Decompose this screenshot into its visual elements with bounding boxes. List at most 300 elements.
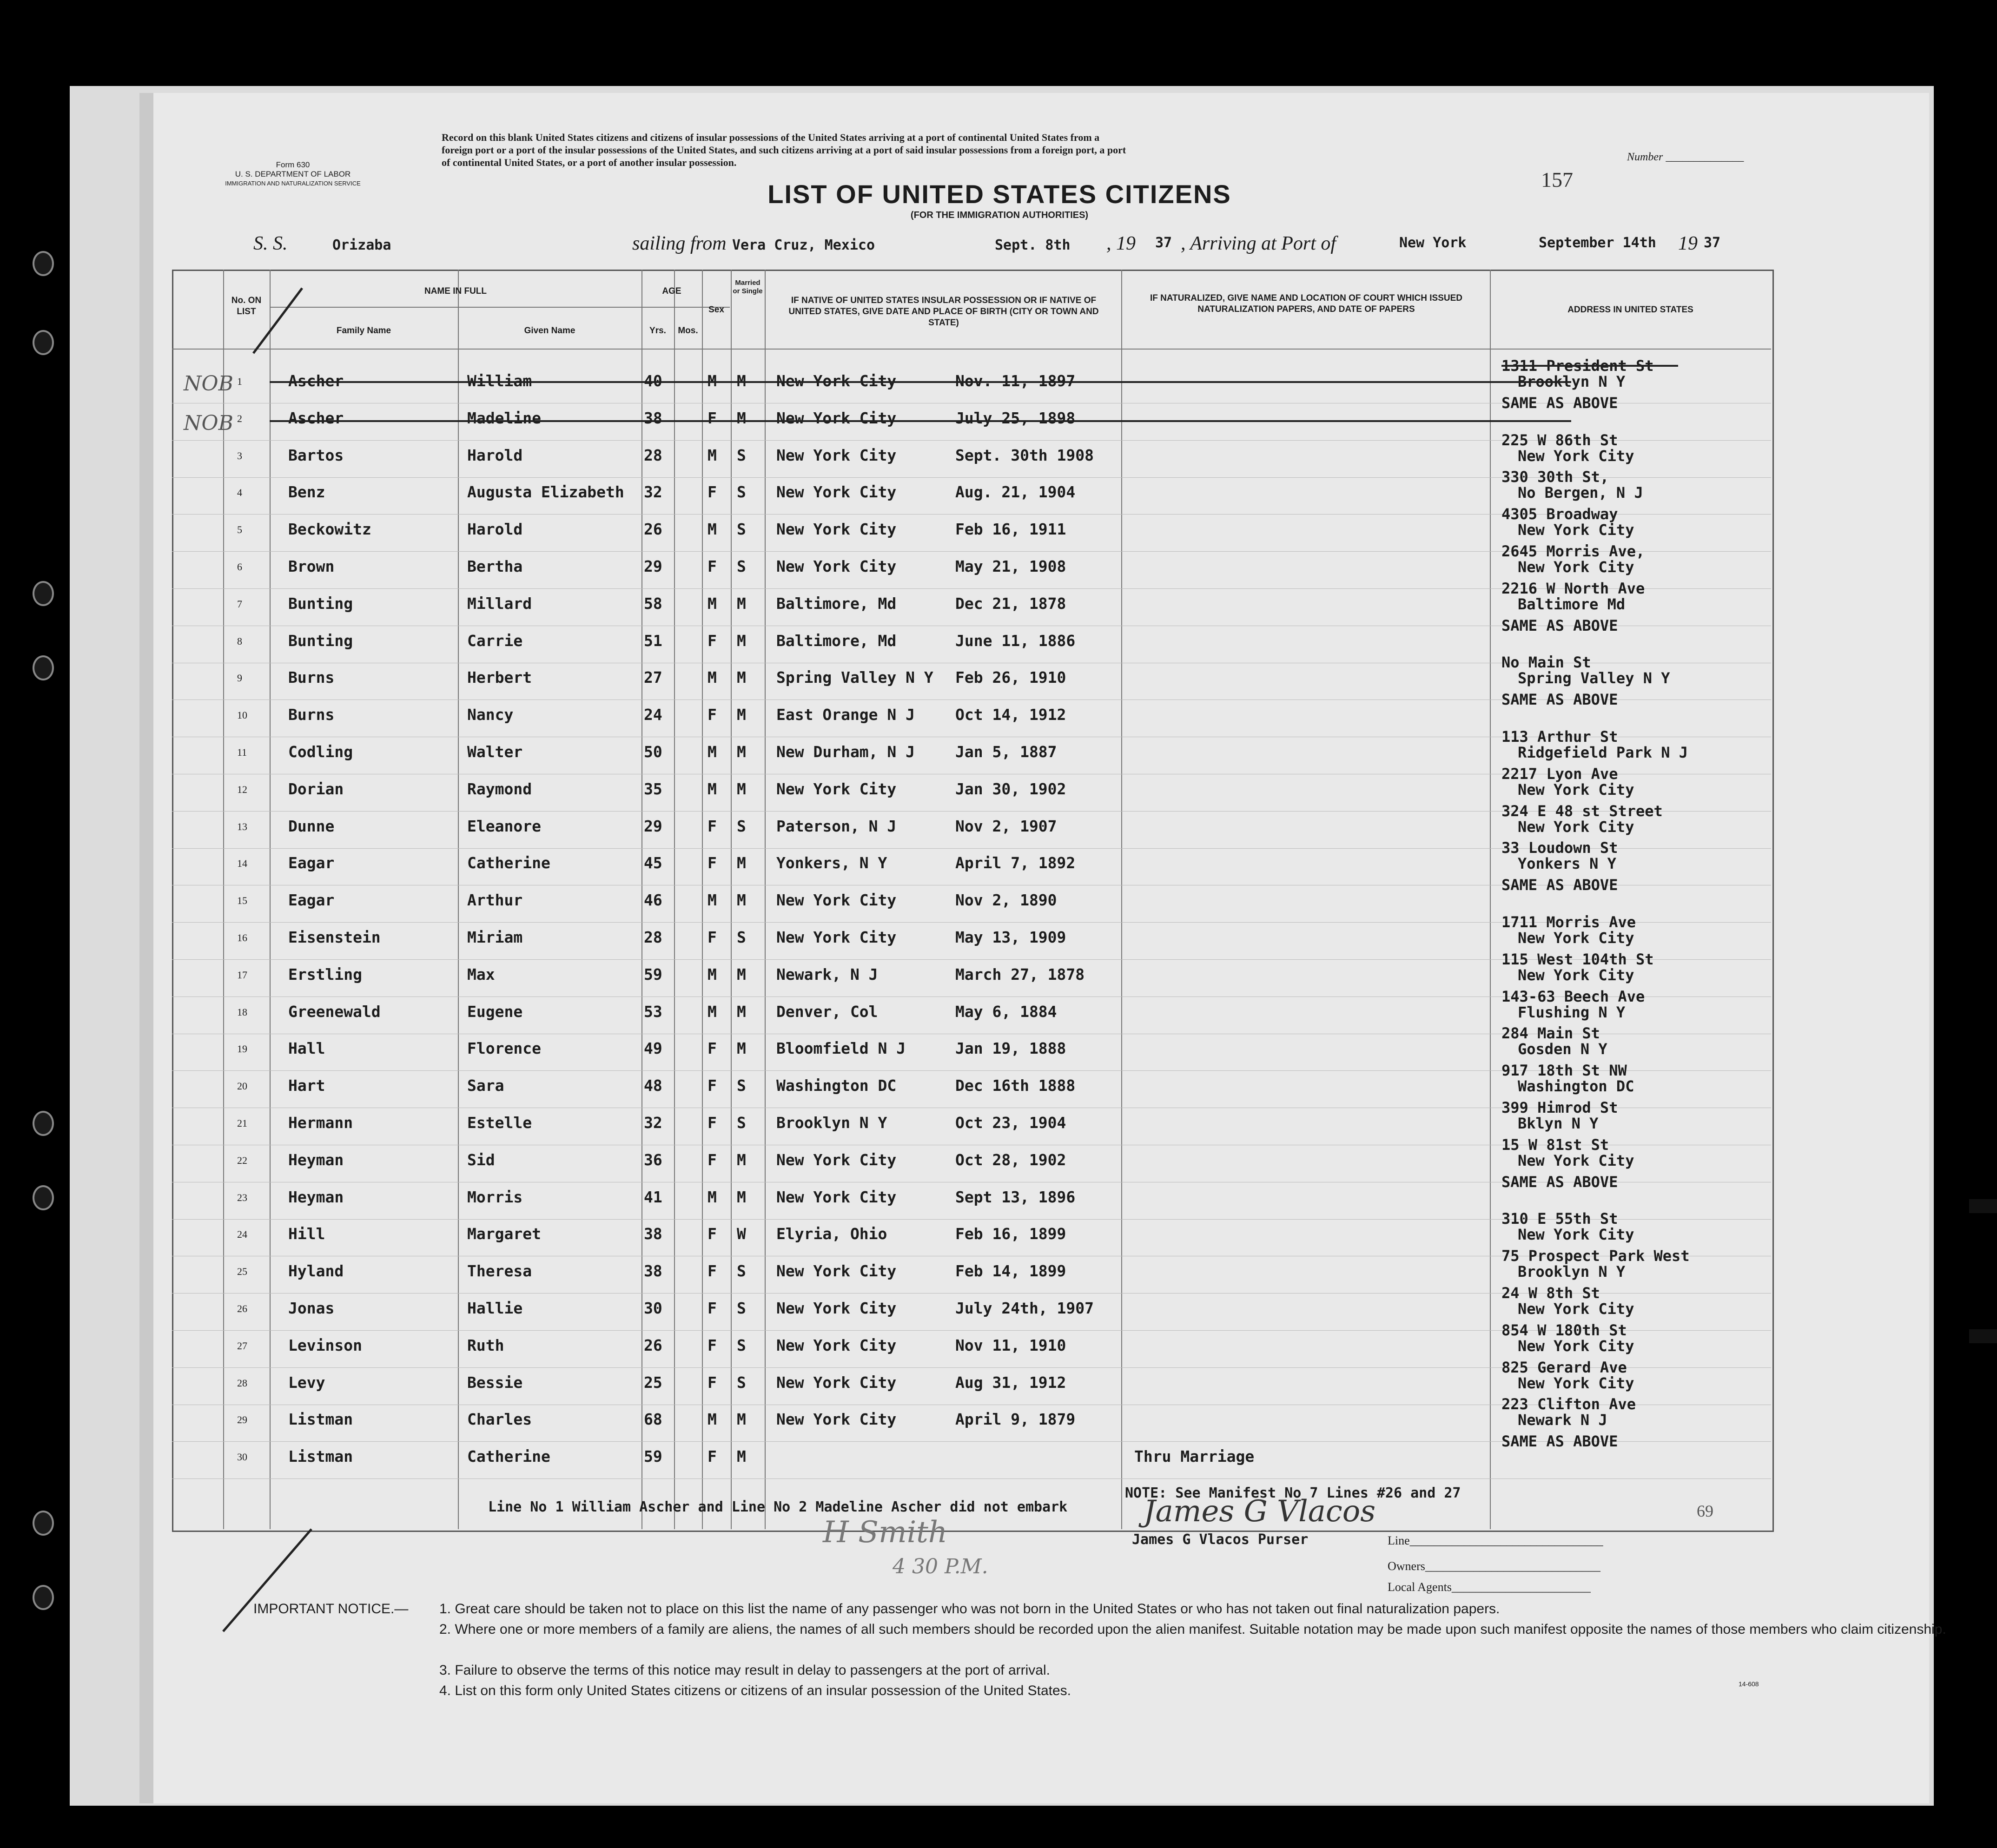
address-line-2: New York City: [1518, 1337, 1634, 1355]
age-years: 35: [644, 779, 662, 798]
row-number: 27: [237, 1340, 247, 1352]
marital-status: S: [737, 1373, 746, 1392]
birth-date: Oct 23, 1904: [955, 1114, 1066, 1132]
family-name: Levinson: [288, 1336, 362, 1354]
family-name: Erstling: [288, 965, 362, 983]
manifest-note: NOTE: See Manifest No 7 Lines #26 and 27: [1125, 1485, 1461, 1501]
birth-date: Dec 16th 1888: [955, 1076, 1076, 1095]
birth-place: New York City: [776, 1373, 897, 1392]
birth-date: Jan 19, 1888: [955, 1039, 1066, 1058]
given-name: Augusta Elizabeth: [467, 483, 624, 502]
margin-note: NOB: [184, 411, 233, 435]
birth-place: New York City: [776, 928, 897, 946]
address-line-1: 399 Himrod St: [1501, 1099, 1618, 1116]
ship-name: Orizaba: [332, 237, 391, 253]
address-line-1: 1311 President St: [1501, 357, 1654, 375]
marital-status: M: [737, 965, 746, 983]
given-name: Millard: [467, 594, 532, 613]
family-name: Ascher: [288, 372, 344, 390]
age-years: 28: [644, 928, 662, 946]
address-line-1: SAME AS ABOVE: [1501, 616, 1618, 634]
address-line-2: Yonkers N Y: [1518, 855, 1616, 873]
birth-place: Washington DC: [776, 1076, 897, 1095]
family-name: Jonas: [288, 1299, 335, 1317]
address-line-2: New York City: [1518, 818, 1634, 836]
family-name: Bunting: [288, 594, 353, 613]
row-number: 22: [237, 1154, 247, 1166]
given-name: Eugene: [467, 1002, 523, 1021]
birth-date: July 24th, 1907: [955, 1299, 1094, 1317]
sex: M: [708, 668, 717, 687]
address-line-1: 24 W 8th St: [1501, 1284, 1600, 1302]
purser-signature: James G Vlacos: [1144, 1494, 1376, 1529]
departure-date: Sept. 8th: [995, 237, 1071, 253]
sex: F: [708, 1114, 717, 1132]
birth-place: New York City: [776, 372, 897, 390]
row-number: 16: [237, 932, 247, 944]
address-line-1: SAME AS ABOVE: [1501, 1173, 1618, 1191]
age-years: 38: [644, 1225, 662, 1243]
inspector-initials: H Smith: [823, 1515, 948, 1550]
birth-date: Sept 13, 1896: [955, 1188, 1076, 1206]
marital-status: S: [737, 928, 746, 946]
sex: M: [708, 594, 717, 613]
address-line-2: Ridgefield Park N J: [1518, 744, 1688, 761]
row-number: 13: [237, 820, 247, 832]
family-name: Brown: [288, 557, 335, 575]
birth-place: Baltimore, Md: [776, 631, 897, 650]
sex: F: [708, 483, 717, 502]
age-years: 41: [644, 1188, 662, 1206]
birth-date: May 21, 1908: [955, 557, 1066, 575]
sex: M: [708, 743, 717, 761]
header-birth: IF NATIVE OF UNITED STATES INSULAR POSSESSION OR IF NATIVE OF UNITED STATES, GIVE DATE AND PLACE OF BIRTH (CITY OR TOWN AND STATE): [788, 296, 1099, 328]
address-line-1: 917 18th St NW: [1501, 1062, 1627, 1080]
row-number: 17: [237, 969, 247, 981]
row-number: 11: [237, 746, 247, 758]
form-label: Form 630 U. S. DEPARTMENT OF LABOR IMMIGRATION AND NATURALIZATION SERVICE: [225, 160, 361, 187]
sex: M: [708, 779, 717, 798]
age-years: 48: [644, 1076, 662, 1095]
birth-date: Feb 16, 1911: [955, 520, 1066, 539]
record-instructions: Record on this blank United States citizens and citizens of insular possessions of the United States arriving at a port of continental United States from a foreign port or a port of the insular possessions of the United States, and such citizens arriving at a port of said insular possessions from a foreign port, a port of continental United States, or a port of another insular possession.: [442, 132, 1126, 168]
address-line-1: SAME AS ABOVE: [1501, 691, 1618, 709]
row-number: 28: [237, 1377, 247, 1389]
sex: F: [708, 1150, 717, 1169]
birth-date: April 7, 1892: [955, 854, 1076, 872]
row-number: 18: [237, 1006, 247, 1018]
address-line-2: Bklyn N Y: [1518, 1115, 1599, 1132]
given-name: Catherine: [467, 1447, 550, 1466]
arrival-year-label: 19: [1678, 233, 1698, 254]
arrival-port: New York: [1399, 235, 1467, 251]
age-years: 49: [644, 1039, 662, 1058]
marital-status: M: [737, 1039, 746, 1058]
sex: M: [708, 446, 717, 464]
birth-place: New York City: [776, 409, 897, 427]
form-code: 14-608: [1739, 1680, 1759, 1688]
birth-date: Sept. 30th 1908: [955, 446, 1094, 464]
family-name: Heyman: [288, 1150, 344, 1169]
birth-date: Aug 31, 1912: [955, 1373, 1066, 1392]
age-years: 29: [644, 817, 662, 835]
age-years: 53: [644, 1002, 662, 1021]
sex: F: [708, 1076, 717, 1095]
family-name: Bunting: [288, 631, 353, 650]
given-name: Herbert: [467, 668, 532, 687]
given-name: Estelle: [467, 1114, 532, 1132]
family-name: Listman: [288, 1447, 353, 1466]
age-years: 59: [644, 1447, 662, 1466]
given-name: Raymond: [467, 779, 532, 798]
row-number: 7: [237, 598, 242, 610]
age-years: 32: [644, 483, 662, 502]
line-label: Line________________________________: [1388, 1534, 1603, 1547]
address-line-1: 2216 W North Ave: [1501, 579, 1645, 597]
sex: F: [708, 854, 717, 872]
given-name: Theresa: [467, 1262, 532, 1280]
row-number: 26: [237, 1303, 247, 1314]
inspector-time: 4 30 P.M.: [893, 1555, 988, 1578]
row-number: 30: [237, 1451, 247, 1463]
address-line-1: 854 W 180th St: [1501, 1321, 1627, 1339]
header-yrs: Yrs.: [649, 326, 666, 336]
address-line-2: New York City: [1518, 780, 1634, 799]
sex: F: [708, 1373, 717, 1392]
address-line-1: No Main St: [1501, 653, 1591, 672]
age-years: 40: [644, 372, 662, 390]
address-line-1: SAME AS ABOVE: [1501, 1432, 1618, 1451]
birth-place: Bloomfield N J: [776, 1039, 906, 1058]
address-line-2: Newark N J: [1518, 1411, 1607, 1429]
sex: F: [708, 1336, 717, 1354]
number-label: Number ______________: [1627, 151, 1744, 163]
sex: M: [708, 372, 717, 390]
sex: F: [708, 928, 717, 946]
page-number: 157: [1541, 168, 1573, 191]
birth-date: Oct 14, 1912: [955, 706, 1066, 724]
sex: F: [708, 1225, 717, 1243]
margin-note: NOB: [184, 372, 233, 396]
row-number: 20: [237, 1080, 247, 1092]
birth-date: May 13, 1909: [955, 928, 1066, 946]
marital-status: S: [737, 1076, 746, 1095]
birth-date: Nov 11, 1910: [955, 1336, 1066, 1354]
header-address: ADDRESS IN UNITED STATES: [1567, 305, 1693, 315]
page-title: LIST OF UNITED STATES CITIZENS: [767, 179, 1231, 209]
given-name: Hallie: [467, 1299, 523, 1317]
did-not-embark-note: Line No 1 William Ascher and Line No 2 Madeline Ascher did not embark: [488, 1499, 1068, 1515]
header-married: Married or Single: [733, 279, 763, 295]
age-years: 59: [644, 965, 662, 983]
address-line-2: Washington DC: [1518, 1077, 1634, 1096]
family-name: Beckowitz: [288, 520, 371, 539]
address-line-1: 4305 Broadway: [1501, 505, 1618, 523]
address-line-2: Brooklyn N Y: [1518, 1263, 1626, 1281]
notice-item: 2. Where one or more members of a family are aliens, the names of all such members should be recorded upon the alien manifest. Suitable notation may be made upon such manifest opposite the names of those members who claim citizenship.: [439, 1622, 1946, 1637]
given-name: Madeline: [467, 409, 541, 427]
pen-stroke: [253, 288, 302, 353]
sex: M: [708, 1188, 717, 1206]
marital-status: M: [737, 631, 746, 650]
address-line-1: 284 Main St: [1501, 1024, 1600, 1043]
header-age: AGE: [662, 286, 681, 296]
family-name: Greenewald: [288, 1002, 381, 1021]
given-name: Max: [467, 965, 495, 983]
sex: M: [708, 1002, 717, 1021]
marital-status: S: [737, 483, 746, 502]
address-line-2: Baltimore Md: [1518, 595, 1626, 613]
family-name: Dunne: [288, 817, 335, 835]
birth-date: June 11, 1886: [955, 631, 1076, 650]
address-line-2: New York City: [1518, 558, 1634, 576]
family-name: Dorian: [288, 779, 344, 798]
family-name: Benz: [288, 483, 325, 502]
address-line-1: 324 E 48 st Street: [1501, 802, 1663, 820]
birth-place: New York City: [776, 1299, 897, 1317]
header-sex: Sex: [708, 305, 724, 315]
birth-date: Oct 28, 1902: [955, 1150, 1066, 1169]
birth-date: Feb 14, 1899: [955, 1262, 1066, 1280]
departure-year: 37: [1155, 235, 1172, 251]
birth-place: Baltimore, Md: [776, 594, 897, 613]
birth-place: New York City: [776, 1410, 897, 1429]
marital-status: S: [737, 1299, 746, 1317]
birth-date: Feb 16, 1899: [955, 1225, 1066, 1243]
birth-date: May 6, 1884: [955, 1002, 1057, 1021]
given-name: Eleanore: [467, 817, 541, 835]
address-line-2: Spring Valley N Y: [1518, 669, 1670, 687]
row-number: 23: [237, 1191, 247, 1203]
departure-port: Vera Cruz, Mexico: [732, 237, 875, 253]
address-line-1: 330 30th St,: [1501, 468, 1609, 486]
notice-item: 1. Great care should be taken not to place on this list the name of any passenger who was not born in the United States or who has not taken out final naturalization papers.: [439, 1601, 1500, 1617]
marital-status: W: [737, 1225, 746, 1243]
given-name: Sara: [467, 1076, 504, 1095]
page-subtitle: (FOR THE IMMIGRATION AUTHORITIES): [910, 210, 1089, 220]
row-number: 29: [237, 1414, 247, 1426]
arrival-year: 37: [1704, 235, 1721, 251]
birth-place: Brooklyn N Y: [776, 1114, 887, 1132]
age-years: 38: [644, 1262, 662, 1280]
address-line-1: 143-63 Beech Ave: [1501, 987, 1645, 1005]
address-line-2: New York City: [1518, 1300, 1634, 1318]
marital-status: M: [737, 1002, 746, 1021]
age-years: 45: [644, 854, 662, 872]
address-line-1: SAME AS ABOVE: [1501, 394, 1618, 412]
given-name: Florence: [467, 1039, 541, 1058]
sex: F: [708, 1039, 717, 1058]
sex: F: [708, 817, 717, 835]
owners-label: Owners_____________________________: [1388, 1559, 1600, 1573]
family-name: Bartos: [288, 446, 344, 464]
birth-date: July 25, 1898: [955, 409, 1076, 427]
address-line-2: New York City: [1518, 1226, 1634, 1244]
marital-status: S: [737, 557, 746, 575]
given-name: Charles: [467, 1410, 532, 1429]
marital-status: M: [737, 779, 746, 798]
notice-item: 4. List on this form only United States citizens or citizens of an insular possession of the United States.: [439, 1683, 1071, 1698]
arrival-date: September 14th: [1539, 235, 1656, 251]
row-number: 14: [237, 858, 247, 870]
birth-place: Denver, Col: [776, 1002, 878, 1021]
sex: F: [708, 1447, 717, 1466]
birth-place: New York City: [776, 1336, 897, 1354]
marital-status: S: [737, 1336, 746, 1354]
header-family-name: Family Name: [336, 326, 391, 336]
given-name: Bertha: [467, 557, 523, 575]
address-line-1: 825 Gerard Ave: [1501, 1358, 1627, 1376]
age-years: 24: [644, 706, 662, 724]
family-name: Levy: [288, 1373, 325, 1392]
marital-status: M: [737, 1447, 746, 1466]
sex: M: [708, 520, 717, 539]
ss-label: S. S.: [253, 233, 288, 254]
given-name: Catherine: [467, 854, 550, 872]
age-years: 68: [644, 1410, 662, 1429]
naturalization: Thru Marriage: [1134, 1447, 1255, 1466]
address-line-1: 75 Prospect Park West: [1501, 1247, 1690, 1265]
header-naturalized: IF NATURALIZED, GIVE NAME AND LOCATION OF COURT WHICH ISSUED NATURALIZATION PAPERS, AND DATE OF PAPERS: [1150, 293, 1462, 314]
birth-date: Nov 2, 1890: [955, 891, 1057, 910]
age-years: 58: [644, 594, 662, 613]
row-number: 6: [237, 561, 242, 573]
row-number: 2: [237, 412, 242, 424]
birth-date: April 9, 1879: [955, 1410, 1076, 1429]
birth-place: New York City: [776, 557, 897, 575]
address-line-1: 33 Loudown St: [1501, 839, 1618, 857]
address-line-1: 115 West 104th St: [1501, 950, 1654, 968]
family-name: Heyman: [288, 1188, 344, 1206]
marital-status: S: [737, 1114, 746, 1132]
address-line-1: 223 Clifton Ave: [1501, 1395, 1636, 1413]
marital-status: S: [737, 817, 746, 835]
sex: F: [708, 557, 717, 575]
address-line-2: New York City: [1518, 1151, 1634, 1169]
notice-title: IMPORTANT NOTICE.—: [253, 1601, 409, 1617]
marital-status: S: [737, 1262, 746, 1280]
marital-status: M: [737, 854, 746, 872]
given-name: Ruth: [467, 1336, 504, 1354]
address-line-2: Brooklyn N Y: [1518, 373, 1626, 390]
marital-status: M: [737, 668, 746, 687]
family-name: Hermann: [288, 1114, 353, 1132]
header-no: No. ON LIST: [231, 296, 262, 317]
birth-place: New York City: [776, 1188, 897, 1206]
birth-place: New York City: [776, 1150, 897, 1169]
birth-place: Elyria, Ohio: [776, 1225, 887, 1243]
marital-status: M: [737, 1410, 746, 1429]
birth-place: Paterson, N J: [776, 817, 897, 835]
family-name: Burns: [288, 706, 335, 724]
purser-name: James G Vlacos Purser: [1132, 1531, 1309, 1548]
row-number: 1: [237, 376, 242, 387]
sex: M: [708, 891, 717, 910]
age-years: 46: [644, 891, 662, 910]
given-name: Carrie: [467, 631, 523, 650]
age-years: 32: [644, 1114, 662, 1132]
sex: F: [708, 631, 717, 650]
family-name: Codling: [288, 743, 353, 761]
address-line-2: Gosden N Y: [1518, 1040, 1607, 1058]
address-line-1: 15 W 81st St: [1501, 1135, 1609, 1154]
address-line-1: SAME AS ABOVE: [1501, 876, 1618, 894]
address-line-2: New York City: [1518, 1374, 1634, 1392]
birth-date: Nov 2, 1907: [955, 817, 1057, 835]
address-line-1: 1711 Morris Ave: [1501, 913, 1636, 931]
row-number: 24: [237, 1228, 247, 1241]
birth-place: New Durham, N J: [776, 743, 915, 761]
birth-place: Yonkers, N Y: [776, 854, 887, 872]
marital-status: M: [737, 409, 746, 427]
address-line-2: Flushing N Y: [1518, 1003, 1626, 1021]
age-years: 28: [644, 446, 662, 464]
given-name: Nancy: [467, 706, 514, 724]
sex: F: [708, 1262, 717, 1280]
arriving-label: , Arriving at Port of: [1181, 233, 1336, 254]
age-years: 26: [644, 1336, 662, 1354]
row-number: 25: [237, 1266, 247, 1278]
sailing-label: sailing from: [632, 233, 727, 254]
marital-status: S: [737, 446, 746, 464]
row-number: 10: [237, 709, 247, 721]
agents-label: Local Agents_______________________: [1388, 1580, 1591, 1594]
family-name: Eagar: [288, 854, 335, 872]
marital-status: M: [737, 594, 746, 613]
birth-place: Newark, N J: [776, 965, 878, 983]
address-line-2: New York City: [1518, 447, 1634, 465]
row-number: 19: [237, 1043, 247, 1055]
year-label: , 19: [1106, 233, 1136, 254]
address-line-2: New York City: [1518, 966, 1634, 984]
birth-place: Spring Valley N Y: [776, 668, 933, 687]
family-name: Hill: [288, 1225, 325, 1243]
given-name: Harold: [467, 520, 523, 539]
row-number: 5: [237, 524, 242, 536]
address-line-1: 310 E 55th St: [1501, 1210, 1618, 1228]
given-name: Miriam: [467, 928, 523, 946]
family-name: Hall: [288, 1039, 325, 1058]
family-name: Eagar: [288, 891, 335, 910]
marital-status: M: [737, 1188, 746, 1206]
given-name: Walter: [467, 743, 523, 761]
family-name: Hart: [288, 1076, 325, 1095]
age-years: 27: [644, 668, 662, 687]
row-number: 21: [237, 1117, 247, 1129]
address-line-2: New York City: [1518, 929, 1634, 947]
birth-date: Jan 30, 1902: [955, 779, 1066, 798]
age-years: 29: [644, 557, 662, 575]
address-line-1: 113 Arthur St: [1501, 728, 1618, 746]
address-line-2: No Bergen, N J: [1518, 484, 1643, 502]
sex: F: [708, 409, 717, 427]
sex: F: [708, 706, 717, 724]
address-line-1: 225 W 86th St: [1501, 431, 1618, 449]
row-number: 3: [237, 449, 242, 462]
address-line-1: 2217 Lyon Ave: [1501, 765, 1618, 783]
sex: F: [708, 1299, 717, 1317]
family-name: Listman: [288, 1410, 353, 1429]
row-number: 4: [237, 487, 242, 499]
family-name: Burns: [288, 668, 335, 687]
birth-date: Feb 26, 1910: [955, 668, 1066, 687]
marital-status: M: [737, 372, 746, 390]
age-years: 51: [644, 631, 662, 650]
pen-stroke: [223, 1529, 311, 1631]
marital-status: M: [737, 706, 746, 724]
family-name: Eisenstein: [288, 928, 381, 946]
header-mos: Mos.: [678, 326, 698, 336]
